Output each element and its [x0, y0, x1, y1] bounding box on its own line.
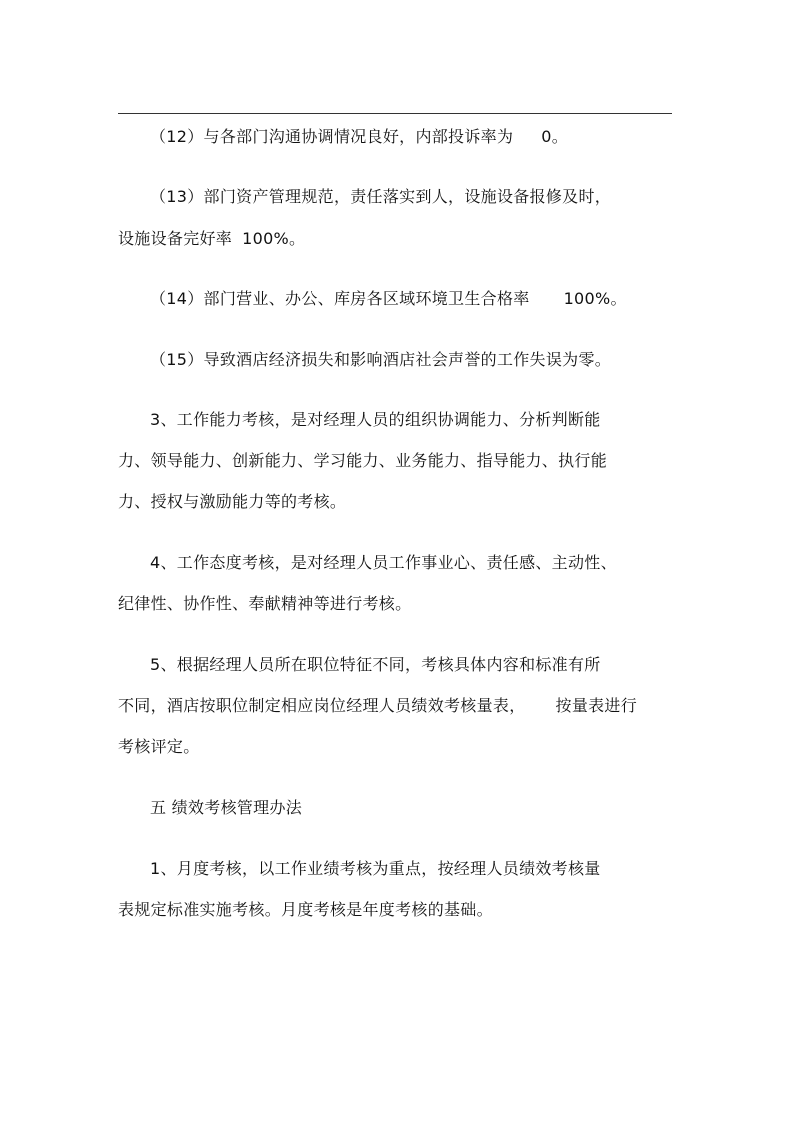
header-rule	[118, 113, 672, 114]
paragraph-4-line-2: 纪律性、协作性、奉献精神等进行考核。	[118, 594, 412, 613]
paragraph-5-line-1: 5、根据经理人员所在职位特征不同，考核具体内容和标准有所	[150, 655, 601, 674]
item-12-text: （12）与各部门沟通协调情况良好，内部投诉率为	[150, 127, 514, 146]
paragraph-3-line-2: 力、领导能力、创新能力、学习能力、业务能力、指导能力、执行能	[118, 451, 608, 470]
section-5-paragraph-1-line-1: 1、月度考核，以工作业绩考核为重点，按经理人员绩效考核量	[150, 859, 601, 878]
paragraph-5-line-2	[118, 694, 637, 718]
item-14-text: （14）部门营业、办公、库房各区域环境卫生合格率	[150, 289, 530, 308]
item-12-line	[150, 125, 568, 149]
item-14-line	[150, 287, 627, 311]
paragraph-5-line-2-start: 不同，酒店按职位制定相应岗位经理人员绩效考核量表，	[118, 696, 526, 715]
item-13-line-1: （13）部门资产管理规范，责任落实到人，设施设备报修及时，	[150, 187, 612, 206]
paragraph-5-line-3: 考核评定。	[118, 737, 200, 756]
paragraph-5-line-2-end: 按量表进行	[555, 696, 638, 715]
item-13-line-2	[118, 227, 305, 251]
item-13-value: 100%。	[242, 229, 306, 248]
paragraph-3-line-3: 力、授权与激励能力等的考核。	[118, 492, 347, 511]
item-13-text: 设施设备完好率	[118, 229, 233, 248]
paragraph-3-line-1: 3、工作能力考核，是对经理人员的组织协调能力、分析判断能	[150, 410, 601, 429]
section-5-heading: 五 绩效考核管理办法	[150, 798, 303, 817]
item-15-line: （15）导致酒店经济损失和影响酒店社会声誉的工作失误为零。	[150, 350, 612, 369]
paragraph-4-line-1: 4、工作态度考核，是对经理人员工作事业心、责任感、主动性、	[150, 553, 617, 572]
item-14-value: 100%。	[563, 289, 627, 308]
section-5-paragraph-1-line-2: 表规定标准实施考核。月度考核是年度考核的基础。	[118, 900, 493, 919]
item-12-value: 0。	[541, 127, 569, 146]
